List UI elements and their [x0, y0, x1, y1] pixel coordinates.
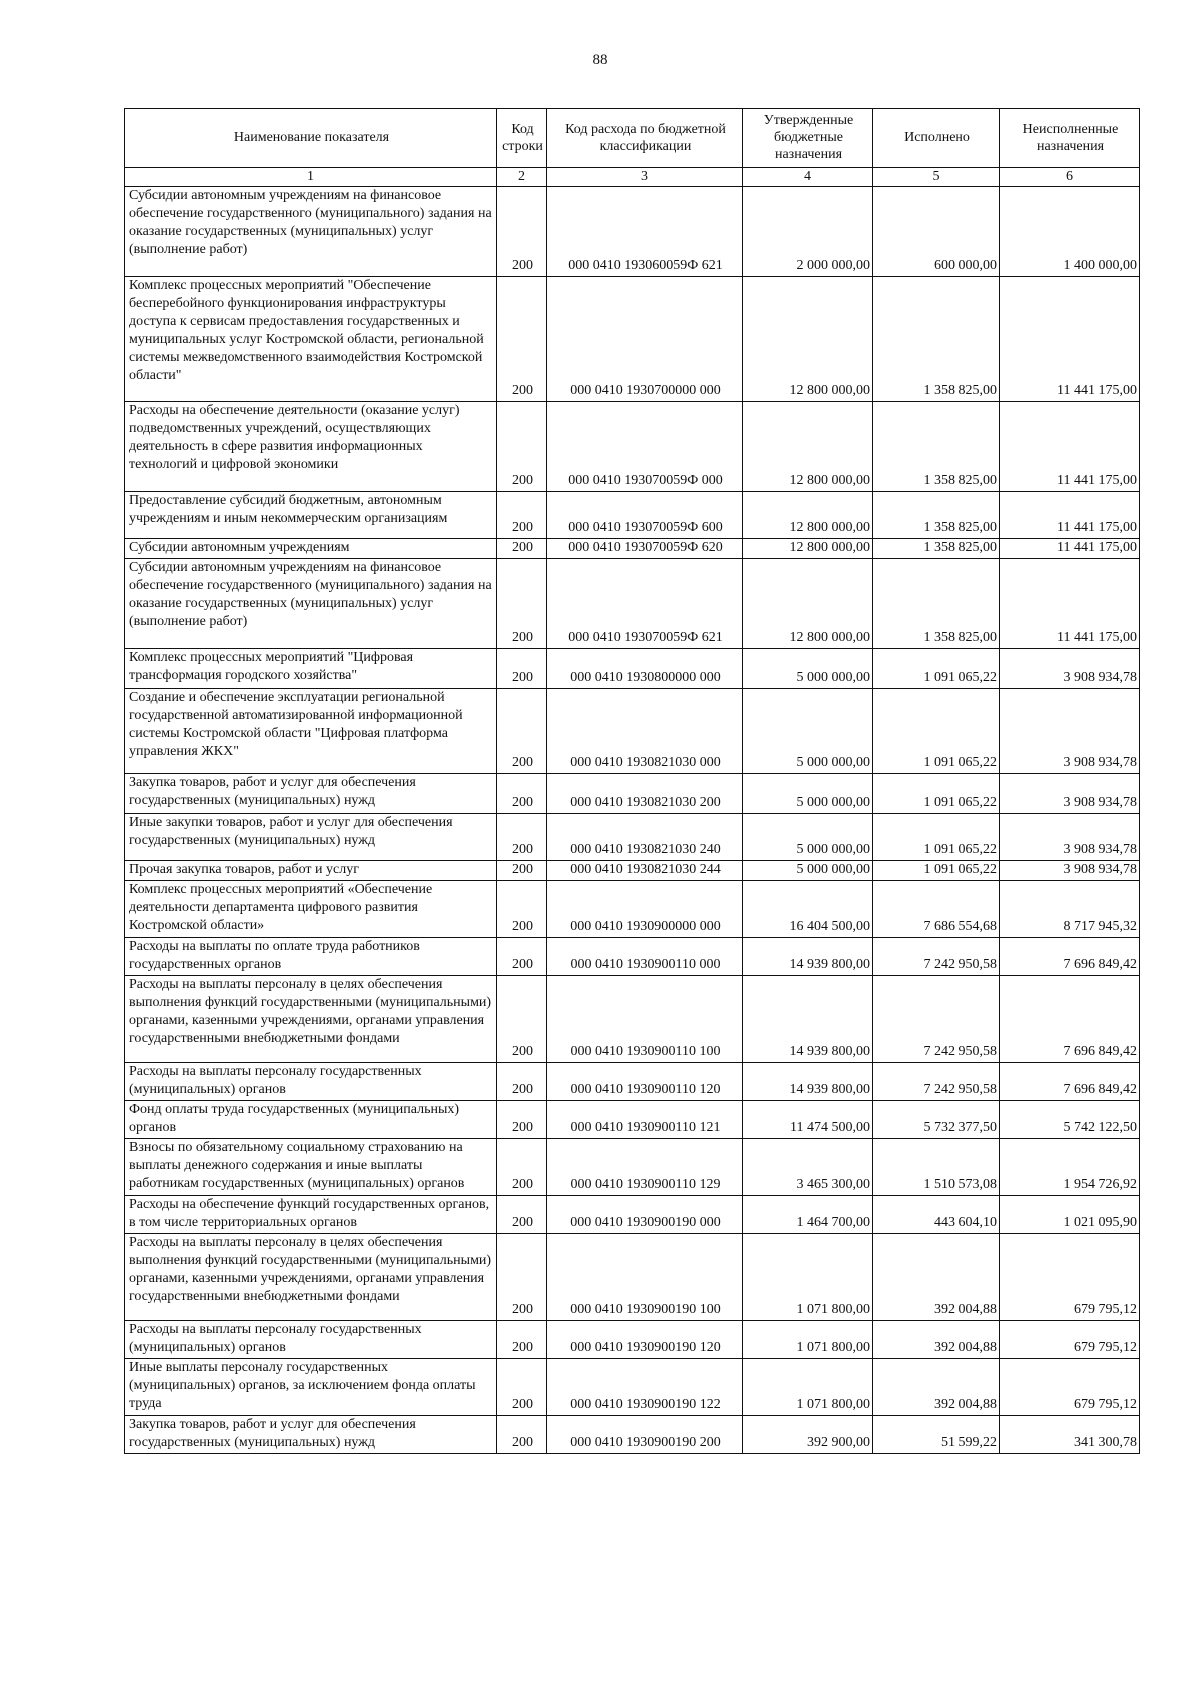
row-line-code: 200: [497, 1321, 547, 1359]
row-expense-code: 000 0410 193070059Ф 620: [547, 539, 743, 559]
table-row: [125, 1101, 1140, 1139]
row-approved-amount: 11 474 500,00: [743, 1101, 873, 1139]
row-remaining-amount: 1 954 726,92: [1000, 1139, 1140, 1196]
row-approved-amount: 5 000 000,00: [743, 689, 873, 774]
row-approved-amount: 1 071 800,00: [743, 1359, 873, 1416]
row-expense-code: 000 0410 1930800000 000: [547, 649, 743, 689]
row-executed-amount: 7 242 950,58: [873, 938, 1000, 976]
row-line-code: 200: [497, 814, 547, 861]
row-expense-code: 000 0410 1930900190 120: [547, 1321, 743, 1359]
row-executed-amount: 1 358 825,00: [873, 559, 1000, 649]
row-approved-amount: 1 071 800,00: [743, 1321, 873, 1359]
row-line-code: 200: [497, 1234, 547, 1321]
row-executed-amount: 392 004,88: [873, 1321, 1000, 1359]
row-executed-amount: 443 604,10: [873, 1196, 1000, 1234]
table-row: [125, 1196, 1140, 1234]
row-expense-code: 000 0410 193060059Ф 621: [547, 187, 743, 277]
header-indicator-name: Наименование показателя: [125, 109, 497, 168]
row-indicator-name: Субсидии автономным учреждениям: [125, 539, 497, 559]
row-indicator-name: Расходы на обеспечение деятельности (оказание услуг) подведомственных учреждений, осуществляющих деятельность в сфере развития информационных технологий и цифровой экономики: [125, 402, 497, 492]
row-remaining-amount: 3 908 934,78: [1000, 649, 1140, 689]
row-executed-amount: 1 091 065,22: [873, 689, 1000, 774]
table-row: [125, 1063, 1140, 1101]
column-number: 1: [125, 168, 497, 187]
row-line-code: 200: [497, 1101, 547, 1139]
row-expense-code: 000 0410 1930821030 200: [547, 774, 743, 814]
row-expense-code: 000 0410 1930900110 000: [547, 938, 743, 976]
row-approved-amount: 12 800 000,00: [743, 277, 873, 402]
header-remaining: Неисполненные назначения: [1000, 109, 1140, 168]
row-line-code: 200: [497, 1063, 547, 1101]
row-line-code: 200: [497, 277, 547, 402]
row-executed-amount: 1 358 825,00: [873, 277, 1000, 402]
row-indicator-name: Расходы на обеспечение функций государственных органов, в том числе территориальных органов: [125, 1196, 497, 1234]
table-row: [125, 1321, 1140, 1359]
row-line-code: 200: [497, 689, 547, 774]
row-line-code: 200: [497, 539, 547, 559]
row-expense-code: 000 0410 1930900190 000: [547, 1196, 743, 1234]
column-number: 5: [873, 168, 1000, 187]
row-executed-amount: 1 358 825,00: [873, 492, 1000, 539]
row-line-code: 200: [497, 492, 547, 539]
row-executed-amount: 7 242 950,58: [873, 1063, 1000, 1101]
row-line-code: 200: [497, 976, 547, 1063]
table-row: [125, 1359, 1140, 1416]
row-indicator-name: Комплекс процессных мероприятий «Обеспечение деятельности департамента цифрового развития Костромской области»: [125, 881, 497, 938]
row-expense-code: 000 0410 1930900000 000: [547, 881, 743, 938]
row-approved-amount: 392 900,00: [743, 1416, 873, 1454]
row-remaining-amount: 11 441 175,00: [1000, 277, 1140, 402]
row-remaining-amount: 11 441 175,00: [1000, 492, 1140, 539]
column-number: 6: [1000, 168, 1140, 187]
row-expense-code: 000 0410 1930700000 000: [547, 277, 743, 402]
row-expense-code: 000 0410 1930900110 121: [547, 1101, 743, 1139]
row-executed-amount: 600 000,00: [873, 187, 1000, 277]
row-indicator-name: Иные закупки товаров, работ и услуг для обеспечения государственных (муниципальных) нужд: [125, 814, 497, 861]
table-row: [125, 689, 1140, 774]
row-line-code: 200: [497, 187, 547, 277]
row-approved-amount: 12 800 000,00: [743, 402, 873, 492]
table-row: [125, 277, 1140, 402]
row-remaining-amount: 11 441 175,00: [1000, 539, 1140, 559]
row-remaining-amount: 3 908 934,78: [1000, 689, 1140, 774]
table-row: [125, 539, 1140, 559]
row-approved-amount: 2 000 000,00: [743, 187, 873, 277]
row-expense-code: 000 0410 1930900110 129: [547, 1139, 743, 1196]
row-line-code: 200: [497, 649, 547, 689]
row-executed-amount: 7 686 554,68: [873, 881, 1000, 938]
row-indicator-name: Расходы на выплаты персоналу государственных (муниципальных) органов: [125, 1321, 497, 1359]
row-indicator-name: Комплекс процессных мероприятий "Обеспечение бесперебойного функционирования инфраструктуры доступа к сервисам предоставления государственных и муниципальных услуг Костромской области, региональной системы межведомственного взаимодействия Костромской области": [125, 277, 497, 402]
row-approved-amount: 12 800 000,00: [743, 559, 873, 649]
column-number: 3: [547, 168, 743, 187]
row-executed-amount: 1 358 825,00: [873, 539, 1000, 559]
row-expense-code: 000 0410 1930821030 240: [547, 814, 743, 861]
row-remaining-amount: 7 696 849,42: [1000, 938, 1140, 976]
row-indicator-name: Предоставление субсидий бюджетным, автономным учреждениям и иным некоммерческим организациям: [125, 492, 497, 539]
row-line-code: 200: [497, 1196, 547, 1234]
row-indicator-name: Расходы на выплаты по оплате труда работников государственных органов: [125, 938, 497, 976]
row-indicator-name: Расходы на выплаты персоналу в целях обеспечения выполнения функций государственными (муниципальными) органами, казенными учреждениями, органами управления государственными внебюджетными фондами: [125, 976, 497, 1063]
row-line-code: 200: [497, 402, 547, 492]
row-expense-code: 000 0410 1930900190 200: [547, 1416, 743, 1454]
row-line-code: 200: [497, 1416, 547, 1454]
row-indicator-name: Взносы по обязательному социальному страхованию на выплаты денежного содержания и иные выплаты работникам государственных (муниципальных) органов: [125, 1139, 497, 1196]
row-line-code: 200: [497, 861, 547, 881]
row-approved-amount: 5 000 000,00: [743, 774, 873, 814]
row-executed-amount: 51 599,22: [873, 1416, 1000, 1454]
row-executed-amount: 1 091 065,22: [873, 649, 1000, 689]
row-indicator-name: Расходы на выплаты персоналу в целях обеспечения выполнения функций государственными (муниципальными) органами, казенными учреждениями, органами управления государственными внебюджетными фондами: [125, 1234, 497, 1321]
row-indicator-name: Прочая закупка товаров, работ и услуг: [125, 861, 497, 881]
row-remaining-amount: 679 795,12: [1000, 1321, 1140, 1359]
row-expense-code: 000 0410 193070059Ф 600: [547, 492, 743, 539]
header-executed: Исполнено: [873, 109, 1000, 168]
budget-execution-table: [124, 108, 1140, 1454]
row-line-code: 200: [497, 881, 547, 938]
row-line-code: 200: [497, 938, 547, 976]
row-executed-amount: 7 242 950,58: [873, 976, 1000, 1063]
row-approved-amount: 3 465 300,00: [743, 1139, 873, 1196]
table-row: [125, 814, 1140, 861]
row-remaining-amount: 1 400 000,00: [1000, 187, 1140, 277]
row-indicator-name: Субсидии автономным учреждениям на финансовое обеспечение государственного (муниципального) задания на оказание государственных (муниципальных) услуг (выполнение работ): [125, 187, 497, 277]
row-expense-code: 000 0410 1930900190 122: [547, 1359, 743, 1416]
row-executed-amount: 1 091 065,22: [873, 861, 1000, 881]
row-indicator-name: Субсидии автономным учреждениям на финансовое обеспечение государственного (муниципального) задания на оказание государственных (муниципальных) услуг (выполнение работ): [125, 559, 497, 649]
table-body: [125, 187, 1140, 1454]
row-executed-amount: 1 091 065,22: [873, 774, 1000, 814]
row-remaining-amount: 11 441 175,00: [1000, 402, 1140, 492]
row-remaining-amount: 679 795,12: [1000, 1234, 1140, 1321]
table-row: [125, 861, 1140, 881]
row-approved-amount: 14 939 800,00: [743, 976, 873, 1063]
row-remaining-amount: 11 441 175,00: [1000, 559, 1140, 649]
row-executed-amount: 5 732 377,50: [873, 1101, 1000, 1139]
row-executed-amount: 392 004,88: [873, 1359, 1000, 1416]
row-approved-amount: 5 000 000,00: [743, 649, 873, 689]
row-approved-amount: 5 000 000,00: [743, 861, 873, 881]
table-row: [125, 492, 1140, 539]
table-row: [125, 1416, 1140, 1454]
row-indicator-name: Закупка товаров, работ и услуг для обеспечения государственных (муниципальных) нужд: [125, 774, 497, 814]
row-indicator-name: Создание и обеспечение эксплуатации региональной государственной автоматизированной информационной системы Костромской области "Цифровая платформа управления ЖКХ": [125, 689, 497, 774]
row-remaining-amount: 3 908 934,78: [1000, 861, 1140, 881]
row-approved-amount: 5 000 000,00: [743, 814, 873, 861]
column-number-row: [125, 168, 1140, 187]
row-remaining-amount: 341 300,78: [1000, 1416, 1140, 1454]
row-indicator-name: Закупка товаров, работ и услуг для обеспечения государственных (муниципальных) нужд: [125, 1416, 497, 1454]
row-remaining-amount: 3 908 934,78: [1000, 774, 1140, 814]
row-executed-amount: 392 004,88: [873, 1234, 1000, 1321]
row-expense-code: 000 0410 1930821030 000: [547, 689, 743, 774]
row-expense-code: 000 0410 193070059Ф 621: [547, 559, 743, 649]
row-expense-code: 000 0410 1930900110 120: [547, 1063, 743, 1101]
row-executed-amount: 1 510 573,08: [873, 1139, 1000, 1196]
column-number: 4: [743, 168, 873, 187]
row-approved-amount: 12 800 000,00: [743, 492, 873, 539]
row-expense-code: 000 0410 1930900190 100: [547, 1234, 743, 1321]
row-remaining-amount: 7 696 849,42: [1000, 1063, 1140, 1101]
row-approved-amount: 16 404 500,00: [743, 881, 873, 938]
table-row: [125, 187, 1140, 277]
table-row: [125, 649, 1140, 689]
row-line-code: 200: [497, 559, 547, 649]
table-row: [125, 402, 1140, 492]
row-expense-code: 000 0410 1930900110 100: [547, 976, 743, 1063]
table-row: [125, 559, 1140, 649]
row-remaining-amount: 679 795,12: [1000, 1359, 1140, 1416]
row-expense-code: 000 0410 1930821030 244: [547, 861, 743, 881]
row-indicator-name: Расходы на выплаты персоналу государственных (муниципальных) органов: [125, 1063, 497, 1101]
row-indicator-name: Иные выплаты персоналу государственных (муниципальных) органов, за исключением фонда оплаты труда: [125, 1359, 497, 1416]
column-number: 2: [497, 168, 547, 187]
table-row: [125, 1139, 1140, 1196]
row-approved-amount: 1 464 700,00: [743, 1196, 873, 1234]
row-expense-code: 000 0410 193070059Ф 000: [547, 402, 743, 492]
table-row: [125, 976, 1140, 1063]
row-remaining-amount: 5 742 122,50: [1000, 1101, 1140, 1139]
row-approved-amount: 1 071 800,00: [743, 1234, 873, 1321]
row-indicator-name: Фонд оплаты труда государственных (муниципальных) органов: [125, 1101, 497, 1139]
row-line-code: 200: [497, 1359, 547, 1416]
row-line-code: 200: [497, 774, 547, 814]
table-row: [125, 774, 1140, 814]
table-row: [125, 881, 1140, 938]
row-indicator-name: Комплекс процессных мероприятий "Цифровая трансформация городского хозяйства": [125, 649, 497, 689]
table-row: [125, 938, 1140, 976]
row-approved-amount: 12 800 000,00: [743, 539, 873, 559]
row-remaining-amount: 7 696 849,42: [1000, 976, 1140, 1063]
header-line-code: Код строки: [497, 109, 547, 168]
header-approved: Утвержденные бюджетные назначения: [743, 109, 873, 168]
table-row: [125, 1234, 1140, 1321]
row-executed-amount: 1 358 825,00: [873, 402, 1000, 492]
row-remaining-amount: 3 908 934,78: [1000, 814, 1140, 861]
header-expense-code: Код расхода по бюджетной классификации: [547, 109, 743, 168]
row-approved-amount: 14 939 800,00: [743, 1063, 873, 1101]
table-header: [125, 109, 1140, 187]
row-line-code: 200: [497, 1139, 547, 1196]
row-remaining-amount: 8 717 945,32: [1000, 881, 1140, 938]
row-remaining-amount: 1 021 095,90: [1000, 1196, 1140, 1234]
page-number: 88: [592, 52, 608, 68]
row-approved-amount: 14 939 800,00: [743, 938, 873, 976]
row-executed-amount: 1 091 065,22: [873, 814, 1000, 861]
